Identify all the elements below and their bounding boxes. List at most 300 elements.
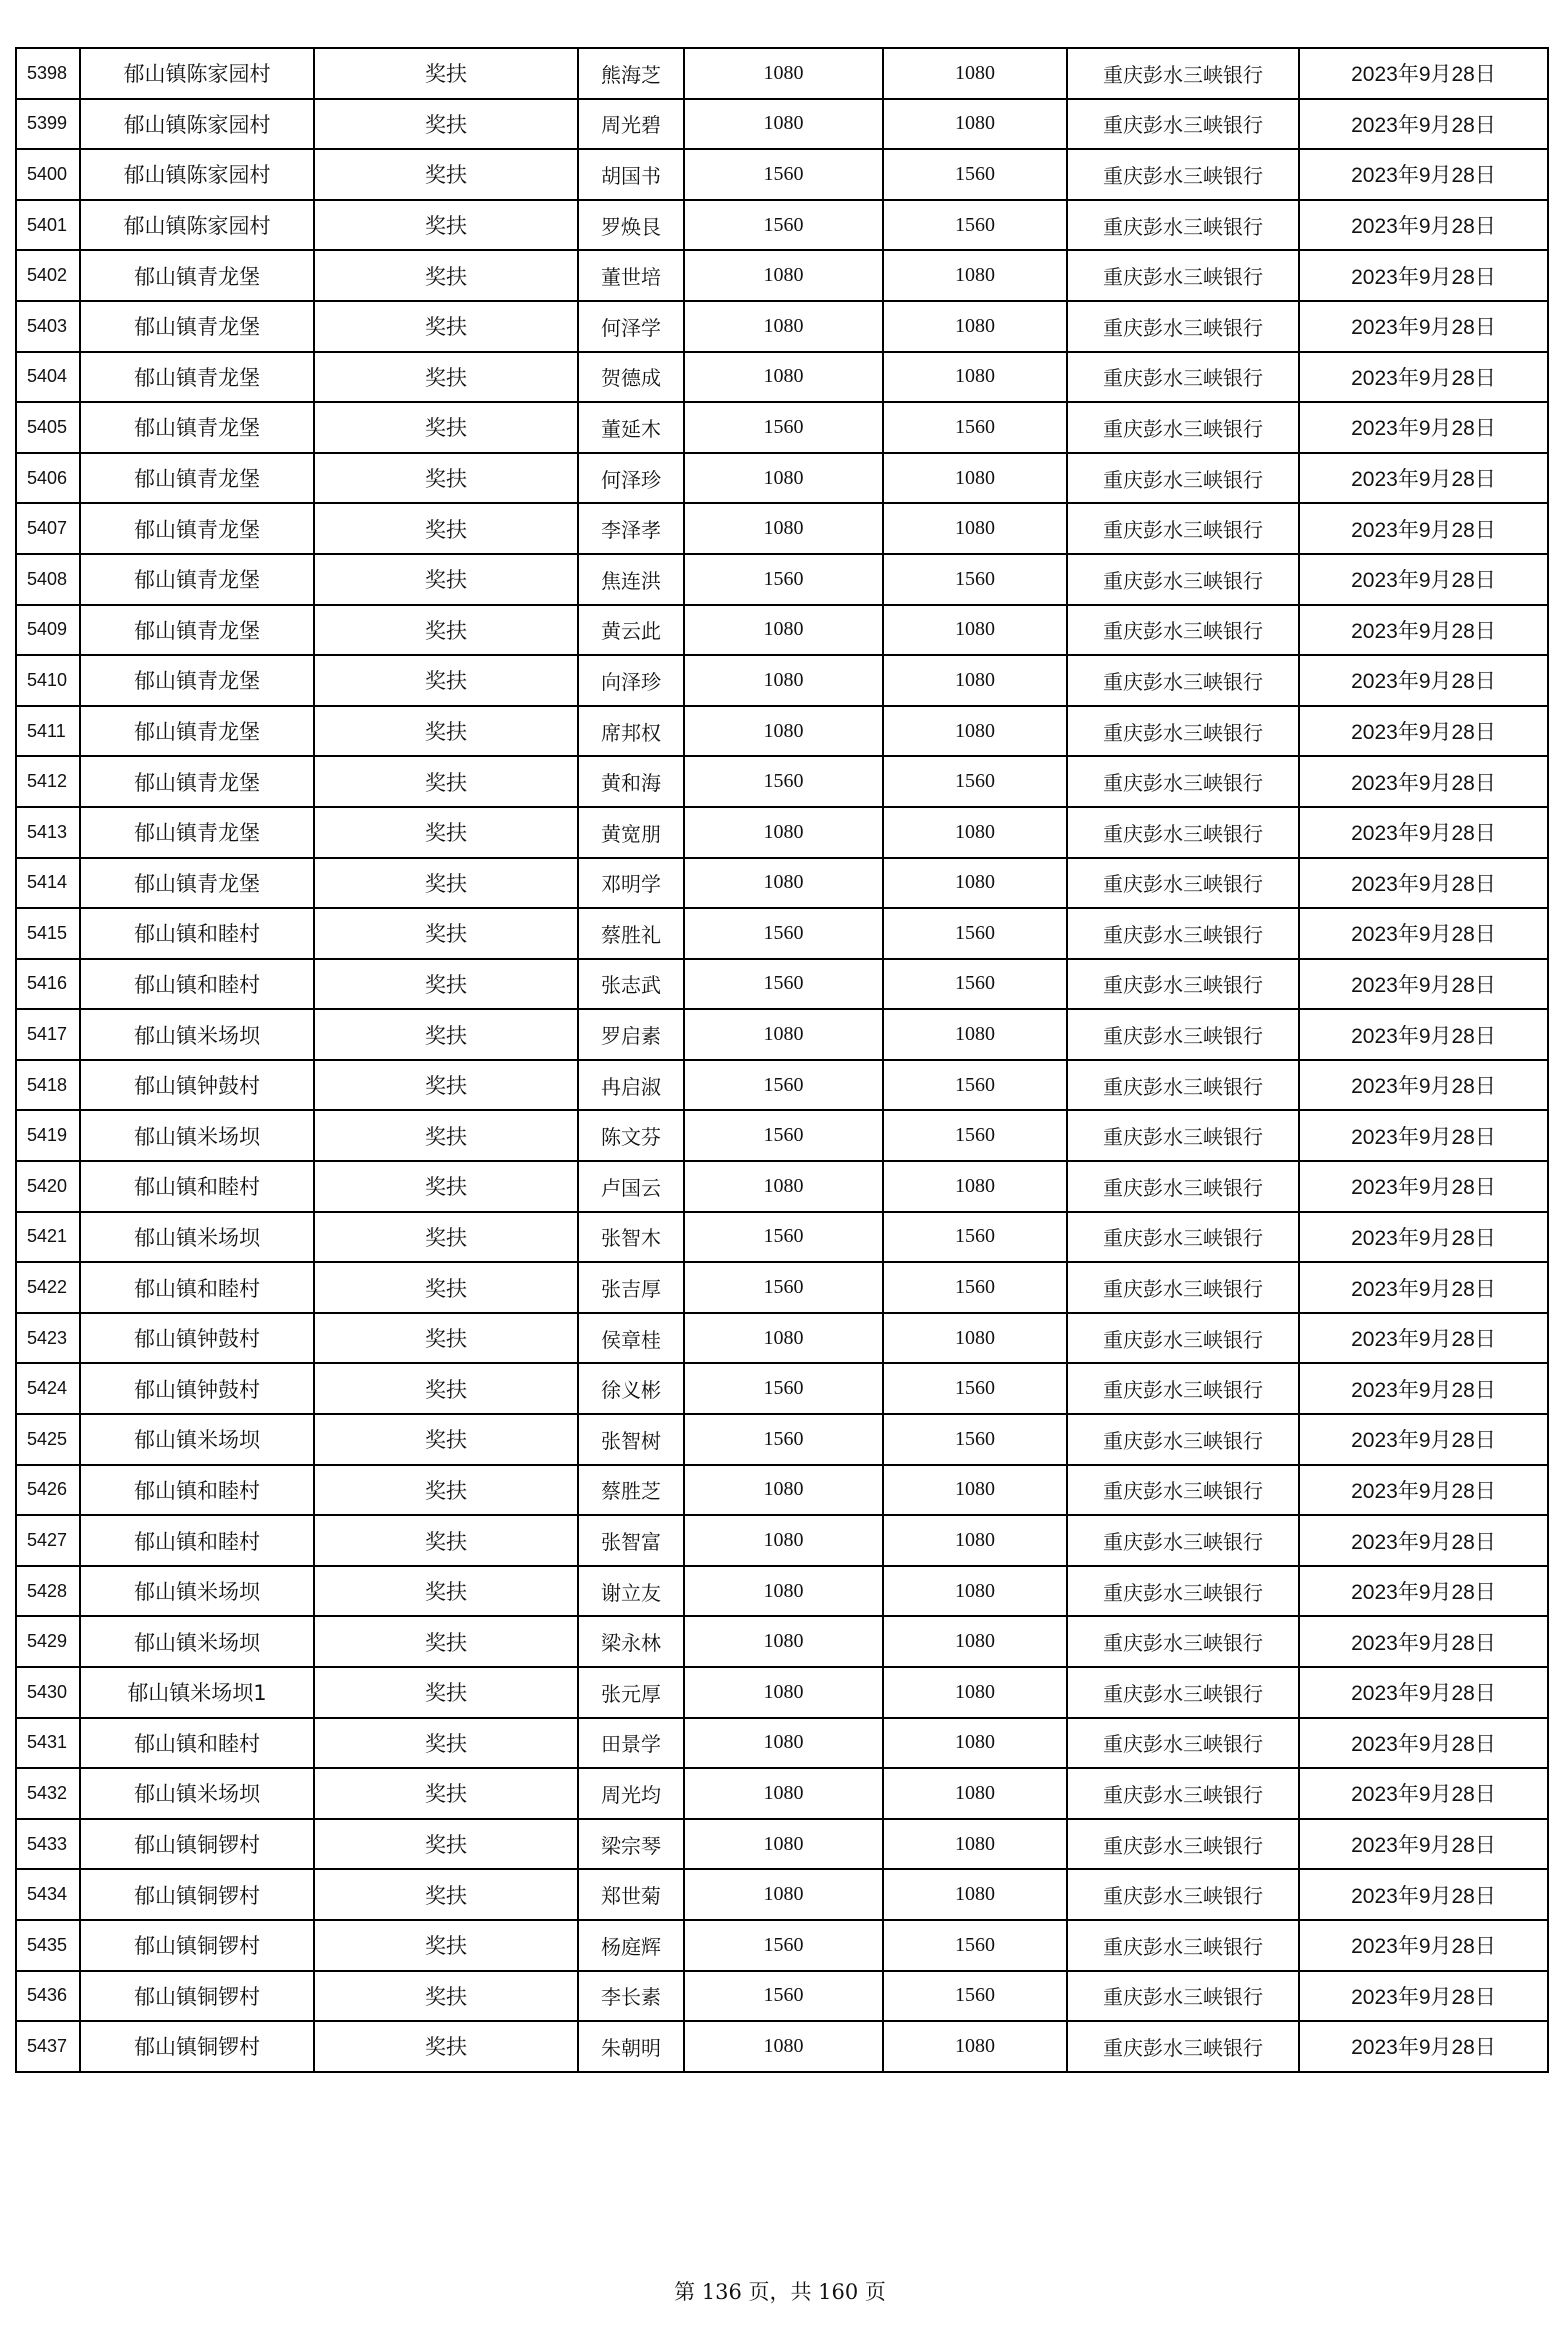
- table-row: [16, 1313, 1548, 1364]
- bank-cell: 重庆彭水三峡银行: [1067, 1515, 1299, 1566]
- amount-cell: 1560: [684, 402, 883, 453]
- type-cell: 奖扶: [314, 1869, 578, 1920]
- date-cell: 2023年9月28日: [1299, 250, 1548, 301]
- table-row: [16, 858, 1548, 909]
- date-cell: 2023年9月28日: [1299, 352, 1548, 403]
- table-row: [16, 756, 1548, 807]
- amount-paid-cell: 1080: [883, 807, 1067, 858]
- bank-cell: 重庆彭水三峡银行: [1067, 200, 1299, 251]
- table-row: [16, 959, 1548, 1010]
- name-cell: 罗焕艮: [578, 200, 684, 251]
- amount-paid-cell: 1560: [883, 1262, 1067, 1313]
- bank-cell: 重庆彭水三峡银行: [1067, 1718, 1299, 1769]
- table-row: [16, 352, 1548, 403]
- table-row: [16, 200, 1548, 251]
- name-cell: 杨庭辉: [578, 1920, 684, 1971]
- amount-paid-cell: 1560: [883, 1060, 1067, 1111]
- date-cell: 2023年9月28日: [1299, 200, 1548, 251]
- row-number-cell: 5426: [16, 1465, 80, 1516]
- row-number-cell: 5423: [16, 1313, 80, 1364]
- name-cell: 梁永林: [578, 1616, 684, 1667]
- table-row: [16, 1718, 1548, 1769]
- village-cell: 郁山镇米场坝: [80, 1414, 314, 1465]
- village-cell: 郁山镇和睦村: [80, 908, 314, 959]
- village-cell: 郁山镇青龙堡: [80, 858, 314, 909]
- type-cell: 奖扶: [314, 807, 578, 858]
- row-number-cell: 5398: [16, 48, 80, 99]
- date-cell: 2023年9月28日: [1299, 1313, 1548, 1364]
- date-cell: 2023年9月28日: [1299, 554, 1548, 605]
- amount-cell: 1080: [684, 605, 883, 656]
- village-cell: 郁山镇青龙堡: [80, 807, 314, 858]
- type-cell: 奖扶: [314, 1414, 578, 1465]
- row-number-cell: 5432: [16, 1768, 80, 1819]
- amount-paid-cell: 1560: [883, 402, 1067, 453]
- name-cell: 李长素: [578, 1971, 684, 2022]
- row-number-cell: 5401: [16, 200, 80, 251]
- amount-paid-cell: 1080: [883, 1465, 1067, 1516]
- type-cell: 奖扶: [314, 1060, 578, 1111]
- type-cell: 奖扶: [314, 250, 578, 301]
- table-row: [16, 655, 1548, 706]
- amount-paid-cell: 1560: [883, 1110, 1067, 1161]
- name-cell: 李泽孝: [578, 503, 684, 554]
- row-number-cell: 5437: [16, 2021, 80, 2072]
- date-cell: 2023年9月28日: [1299, 1515, 1548, 1566]
- bank-cell: 重庆彭水三峡银行: [1067, 605, 1299, 656]
- amount-cell: 1560: [684, 1971, 883, 2022]
- amount-cell: 1080: [684, 1515, 883, 1566]
- table-row: [16, 605, 1548, 656]
- row-number-cell: 5410: [16, 655, 80, 706]
- type-cell: 奖扶: [314, 959, 578, 1010]
- bank-cell: 重庆彭水三峡银行: [1067, 807, 1299, 858]
- amount-cell: 1560: [684, 1363, 883, 1414]
- row-number-cell: 5412: [16, 756, 80, 807]
- village-cell: 郁山镇青龙堡: [80, 453, 314, 504]
- date-cell: 2023年9月28日: [1299, 1161, 1548, 1212]
- amount-cell: 1080: [684, 1667, 883, 1718]
- date-cell: 2023年9月28日: [1299, 2021, 1548, 2072]
- table-row: [16, 301, 1548, 352]
- row-number-cell: 5435: [16, 1920, 80, 1971]
- table-row: [16, 1869, 1548, 1920]
- amount-cell: 1080: [684, 1009, 883, 1060]
- amount-paid-cell: 1080: [883, 655, 1067, 706]
- amount-paid-cell: 1560: [883, 756, 1067, 807]
- name-cell: 卢国云: [578, 1161, 684, 1212]
- name-cell: 焦连洪: [578, 554, 684, 605]
- date-cell: 2023年9月28日: [1299, 1768, 1548, 1819]
- table-row: [16, 1009, 1548, 1060]
- date-cell: 2023年9月28日: [1299, 706, 1548, 757]
- amount-cell: 1080: [684, 301, 883, 352]
- row-number-cell: 5399: [16, 99, 80, 150]
- date-cell: 2023年9月28日: [1299, 1819, 1548, 1870]
- name-cell: 张元厚: [578, 1667, 684, 1718]
- date-cell: 2023年9月28日: [1299, 1212, 1548, 1263]
- type-cell: 奖扶: [314, 2021, 578, 2072]
- name-cell: 侯章桂: [578, 1313, 684, 1364]
- village-cell: 郁山镇钟鼓村: [80, 1313, 314, 1364]
- type-cell: 奖扶: [314, 352, 578, 403]
- row-number-cell: 5414: [16, 858, 80, 909]
- row-number-cell: 5428: [16, 1566, 80, 1617]
- table-row: [16, 554, 1548, 605]
- bank-cell: 重庆彭水三峡银行: [1067, 1414, 1299, 1465]
- type-cell: 奖扶: [314, 1616, 578, 1667]
- type-cell: 奖扶: [314, 1920, 578, 1971]
- amount-cell: 1560: [684, 908, 883, 959]
- amount-paid-cell: 1080: [883, 1869, 1067, 1920]
- type-cell: 奖扶: [314, 655, 578, 706]
- village-cell: 郁山镇和睦村: [80, 1161, 314, 1212]
- bank-cell: 重庆彭水三峡银行: [1067, 99, 1299, 150]
- bank-cell: 重庆彭水三峡银行: [1067, 1110, 1299, 1161]
- date-cell: 2023年9月28日: [1299, 301, 1548, 352]
- date-cell: 2023年9月28日: [1299, 908, 1548, 959]
- amount-paid-cell: 1560: [883, 554, 1067, 605]
- bank-cell: 重庆彭水三峡银行: [1067, 1262, 1299, 1313]
- amount-paid-cell: 1080: [883, 503, 1067, 554]
- amount-paid-cell: 1080: [883, 1515, 1067, 1566]
- amount-paid-cell: 1080: [883, 1009, 1067, 1060]
- bank-cell: 重庆彭水三峡银行: [1067, 503, 1299, 554]
- type-cell: 奖扶: [314, 1667, 578, 1718]
- row-number-cell: 5400: [16, 149, 80, 200]
- row-number-cell: 5404: [16, 352, 80, 403]
- name-cell: 何泽珍: [578, 453, 684, 504]
- amount-cell: 1080: [684, 1465, 883, 1516]
- village-cell: 郁山镇青龙堡: [80, 756, 314, 807]
- name-cell: 席邦权: [578, 706, 684, 757]
- date-cell: 2023年9月28日: [1299, 1060, 1548, 1111]
- village-cell: 郁山镇青龙堡: [80, 706, 314, 757]
- table-row: [16, 1060, 1548, 1111]
- type-cell: 奖扶: [314, 1262, 578, 1313]
- village-cell: 郁山镇铜锣村: [80, 2021, 314, 2072]
- amount-paid-cell: 1080: [883, 1566, 1067, 1617]
- amount-paid-cell: 1080: [883, 250, 1067, 301]
- name-cell: 董世培: [578, 250, 684, 301]
- date-cell: 2023年9月28日: [1299, 1920, 1548, 1971]
- amount-cell: 1080: [684, 655, 883, 706]
- type-cell: 奖扶: [314, 1515, 578, 1566]
- name-cell: 张智富: [578, 1515, 684, 1566]
- amount-cell: 1080: [684, 453, 883, 504]
- amount-paid-cell: 1080: [883, 99, 1067, 150]
- table-row: [16, 48, 1548, 99]
- bank-cell: 重庆彭水三峡银行: [1067, 1971, 1299, 2022]
- table-row: [16, 706, 1548, 757]
- name-cell: 谢立友: [578, 1566, 684, 1617]
- village-cell: 郁山镇青龙堡: [80, 655, 314, 706]
- date-cell: 2023年9月28日: [1299, 1110, 1548, 1161]
- name-cell: 罗启素: [578, 1009, 684, 1060]
- village-cell: 郁山镇铜锣村: [80, 1819, 314, 1870]
- row-number-cell: 5407: [16, 503, 80, 554]
- village-cell: 郁山镇米场坝: [80, 1009, 314, 1060]
- amount-paid-cell: 1080: [883, 858, 1067, 909]
- type-cell: 奖扶: [314, 1161, 578, 1212]
- bank-cell: 重庆彭水三峡银行: [1067, 402, 1299, 453]
- amount-cell: 1560: [684, 554, 883, 605]
- date-cell: 2023年9月28日: [1299, 756, 1548, 807]
- name-cell: 黄宽朋: [578, 807, 684, 858]
- name-cell: 郑世菊: [578, 1869, 684, 1920]
- bank-cell: 重庆彭水三峡银行: [1067, 1616, 1299, 1667]
- village-cell: 郁山镇米场坝: [80, 1212, 314, 1263]
- name-cell: 梁宗琴: [578, 1819, 684, 1870]
- bank-cell: 重庆彭水三峡银行: [1067, 352, 1299, 403]
- type-cell: 奖扶: [314, 1819, 578, 1870]
- bank-cell: 重庆彭水三峡银行: [1067, 2021, 1299, 2072]
- name-cell: 贺德成: [578, 352, 684, 403]
- type-cell: 奖扶: [314, 756, 578, 807]
- bank-cell: 重庆彭水三峡银行: [1067, 149, 1299, 200]
- amount-cell: 1080: [684, 503, 883, 554]
- table-row: [16, 1262, 1548, 1313]
- amount-paid-cell: 1080: [883, 453, 1067, 504]
- bank-cell: 重庆彭水三峡银行: [1067, 1060, 1299, 1111]
- type-cell: 奖扶: [314, 554, 578, 605]
- amount-paid-cell: 1560: [883, 1920, 1067, 1971]
- bank-cell: 重庆彭水三峡银行: [1067, 554, 1299, 605]
- type-cell: 奖扶: [314, 149, 578, 200]
- amount-cell: 1080: [684, 807, 883, 858]
- bank-cell: 重庆彭水三峡银行: [1067, 301, 1299, 352]
- type-cell: 奖扶: [314, 1313, 578, 1364]
- amount-paid-cell: 1560: [883, 200, 1067, 251]
- bank-cell: 重庆彭水三峡银行: [1067, 1009, 1299, 1060]
- bank-cell: 重庆彭水三峡银行: [1067, 756, 1299, 807]
- type-cell: 奖扶: [314, 1718, 578, 1769]
- table-row: [16, 1667, 1548, 1718]
- village-cell: 郁山镇米场坝1: [80, 1667, 314, 1718]
- amount-paid-cell: 1560: [883, 1971, 1067, 2022]
- village-cell: 郁山镇陈家园村: [80, 149, 314, 200]
- name-cell: 张智木: [578, 1212, 684, 1263]
- name-cell: 张吉厚: [578, 1262, 684, 1313]
- bank-cell: 重庆彭水三峡银行: [1067, 48, 1299, 99]
- village-cell: 郁山镇米场坝: [80, 1616, 314, 1667]
- page-number: 第 136 页，共 160 页: [674, 2280, 886, 2304]
- type-cell: 奖扶: [314, 908, 578, 959]
- name-cell: 黄和海: [578, 756, 684, 807]
- village-cell: 郁山镇米场坝: [80, 1566, 314, 1617]
- row-number-cell: 5402: [16, 250, 80, 301]
- type-cell: 奖扶: [314, 1212, 578, 1263]
- village-cell: 郁山镇和睦村: [80, 1262, 314, 1313]
- date-cell: 2023年9月28日: [1299, 48, 1548, 99]
- amount-cell: 1080: [684, 1819, 883, 1870]
- type-cell: 奖扶: [314, 99, 578, 150]
- name-cell: 田景学: [578, 1718, 684, 1769]
- table-row: [16, 1768, 1548, 1819]
- village-cell: 郁山镇青龙堡: [80, 503, 314, 554]
- date-cell: 2023年9月28日: [1299, 1667, 1548, 1718]
- name-cell: 张智树: [578, 1414, 684, 1465]
- row-number-cell: 5408: [16, 554, 80, 605]
- row-number-cell: 5415: [16, 908, 80, 959]
- bank-cell: 重庆彭水三峡银行: [1067, 1768, 1299, 1819]
- amount-cell: 1080: [684, 1869, 883, 1920]
- amount-paid-cell: 1560: [883, 149, 1067, 200]
- type-cell: 奖扶: [314, 1768, 578, 1819]
- amount-paid-cell: 1560: [883, 908, 1067, 959]
- date-cell: 2023年9月28日: [1299, 503, 1548, 554]
- bank-cell: 重庆彭水三峡银行: [1067, 908, 1299, 959]
- village-cell: 郁山镇铜锣村: [80, 1971, 314, 2022]
- row-number-cell: 5416: [16, 959, 80, 1010]
- amount-cell: 1080: [684, 1566, 883, 1617]
- date-cell: 2023年9月28日: [1299, 402, 1548, 453]
- village-cell: 郁山镇青龙堡: [80, 301, 314, 352]
- row-number-cell: 5433: [16, 1819, 80, 1870]
- amount-cell: 1080: [684, 2021, 883, 2072]
- village-cell: 郁山镇青龙堡: [80, 605, 314, 656]
- table-row: [16, 503, 1548, 554]
- row-number-cell: 5406: [16, 453, 80, 504]
- date-cell: 2023年9月28日: [1299, 1566, 1548, 1617]
- name-cell: 蔡胜礼: [578, 908, 684, 959]
- bank-cell: 重庆彭水三峡银行: [1067, 250, 1299, 301]
- row-number-cell: 5403: [16, 301, 80, 352]
- village-cell: 郁山镇青龙堡: [80, 554, 314, 605]
- village-cell: 郁山镇青龙堡: [80, 402, 314, 453]
- row-number-cell: 5419: [16, 1110, 80, 1161]
- amount-cell: 1560: [684, 1110, 883, 1161]
- table-row: [16, 2021, 1548, 2072]
- name-cell: 熊海芝: [578, 48, 684, 99]
- date-cell: 2023年9月28日: [1299, 605, 1548, 656]
- amount-cell: 1560: [684, 756, 883, 807]
- amount-cell: 1080: [684, 1616, 883, 1667]
- bank-cell: 重庆彭水三峡银行: [1067, 1363, 1299, 1414]
- row-number-cell: 5409: [16, 605, 80, 656]
- date-cell: 2023年9月28日: [1299, 858, 1548, 909]
- amount-cell: 1560: [684, 1262, 883, 1313]
- row-number-cell: 5421: [16, 1212, 80, 1263]
- amount-cell: 1560: [684, 149, 883, 200]
- village-cell: 郁山镇青龙堡: [80, 352, 314, 403]
- date-cell: 2023年9月28日: [1299, 1414, 1548, 1465]
- date-cell: 2023年9月28日: [1299, 807, 1548, 858]
- amount-paid-cell: 1080: [883, 706, 1067, 757]
- amount-cell: 1560: [684, 1212, 883, 1263]
- name-cell: 蔡胜芝: [578, 1465, 684, 1516]
- name-cell: 黄云此: [578, 605, 684, 656]
- bank-cell: 重庆彭水三峡银行: [1067, 1212, 1299, 1263]
- amount-cell: 1080: [684, 858, 883, 909]
- amount-paid-cell: 1080: [883, 1161, 1067, 1212]
- row-number-cell: 5427: [16, 1515, 80, 1566]
- type-cell: 奖扶: [314, 1566, 578, 1617]
- table-row: [16, 1212, 1548, 1263]
- bank-cell: 重庆彭水三峡银行: [1067, 858, 1299, 909]
- type-cell: 奖扶: [314, 453, 578, 504]
- row-number-cell: 5431: [16, 1718, 80, 1769]
- name-cell: 何泽学: [578, 301, 684, 352]
- date-cell: 2023年9月28日: [1299, 1465, 1548, 1516]
- type-cell: 奖扶: [314, 1465, 578, 1516]
- type-cell: 奖扶: [314, 1971, 578, 2022]
- name-cell: 董延木: [578, 402, 684, 453]
- table-row: [16, 402, 1548, 453]
- type-cell: 奖扶: [314, 503, 578, 554]
- row-number-cell: 5424: [16, 1363, 80, 1414]
- payment-table: [15, 47, 1549, 2073]
- amount-cell: 1560: [684, 1414, 883, 1465]
- name-cell: 张志武: [578, 959, 684, 1010]
- amount-paid-cell: 1080: [883, 1768, 1067, 1819]
- name-cell: 冉启淑: [578, 1060, 684, 1111]
- amount-paid-cell: 1080: [883, 1313, 1067, 1364]
- amount-cell: 1080: [684, 706, 883, 757]
- amount-paid-cell: 1080: [883, 605, 1067, 656]
- bank-cell: 重庆彭水三峡银行: [1067, 706, 1299, 757]
- table-row: [16, 1819, 1548, 1870]
- bank-cell: 重庆彭水三峡银行: [1067, 1566, 1299, 1617]
- table-row: [16, 1515, 1548, 1566]
- bank-cell: 重庆彭水三峡银行: [1067, 453, 1299, 504]
- bank-cell: 重庆彭水三峡银行: [1067, 1819, 1299, 1870]
- amount-paid-cell: 1080: [883, 1819, 1067, 1870]
- amount-cell: 1080: [684, 352, 883, 403]
- name-cell: 周光均: [578, 1768, 684, 1819]
- village-cell: 郁山镇米场坝: [80, 1768, 314, 1819]
- row-number-cell: 5436: [16, 1971, 80, 2022]
- bank-cell: 重庆彭水三峡银行: [1067, 1313, 1299, 1364]
- table-row: [16, 1920, 1548, 1971]
- name-cell: 周光碧: [578, 99, 684, 150]
- date-cell: 2023年9月28日: [1299, 99, 1548, 150]
- table-row: [16, 149, 1548, 200]
- table-row: [16, 1414, 1548, 1465]
- date-cell: 2023年9月28日: [1299, 959, 1548, 1010]
- row-number-cell: 5405: [16, 402, 80, 453]
- date-cell: 2023年9月28日: [1299, 1616, 1548, 1667]
- village-cell: 郁山镇和睦村: [80, 1515, 314, 1566]
- village-cell: 郁山镇陈家园村: [80, 200, 314, 251]
- row-number-cell: 5429: [16, 1616, 80, 1667]
- amount-paid-cell: 1080: [883, 2021, 1067, 2072]
- date-cell: 2023年9月28日: [1299, 149, 1548, 200]
- amount-cell: 1560: [684, 1060, 883, 1111]
- table-row: [16, 1110, 1548, 1161]
- bank-cell: 重庆彭水三峡银行: [1067, 1465, 1299, 1516]
- table-row: [16, 908, 1548, 959]
- type-cell: 奖扶: [314, 1363, 578, 1414]
- bank-cell: 重庆彭水三峡银行: [1067, 655, 1299, 706]
- bank-cell: 重庆彭水三峡银行: [1067, 1667, 1299, 1718]
- amount-cell: 1560: [684, 200, 883, 251]
- type-cell: 奖扶: [314, 301, 578, 352]
- table-row: [16, 1363, 1548, 1414]
- village-cell: 郁山镇和睦村: [80, 1718, 314, 1769]
- date-cell: 2023年9月28日: [1299, 1869, 1548, 1920]
- name-cell: 胡国书: [578, 149, 684, 200]
- type-cell: 奖扶: [314, 706, 578, 757]
- date-cell: 2023年9月28日: [1299, 1718, 1548, 1769]
- table-row: [16, 453, 1548, 504]
- amount-paid-cell: 1080: [883, 1718, 1067, 1769]
- amount-cell: 1080: [684, 1768, 883, 1819]
- date-cell: 2023年9月28日: [1299, 1971, 1548, 2022]
- date-cell: 2023年9月28日: [1299, 655, 1548, 706]
- bank-cell: 重庆彭水三峡银行: [1067, 1869, 1299, 1920]
- amount-paid-cell: 1080: [883, 301, 1067, 352]
